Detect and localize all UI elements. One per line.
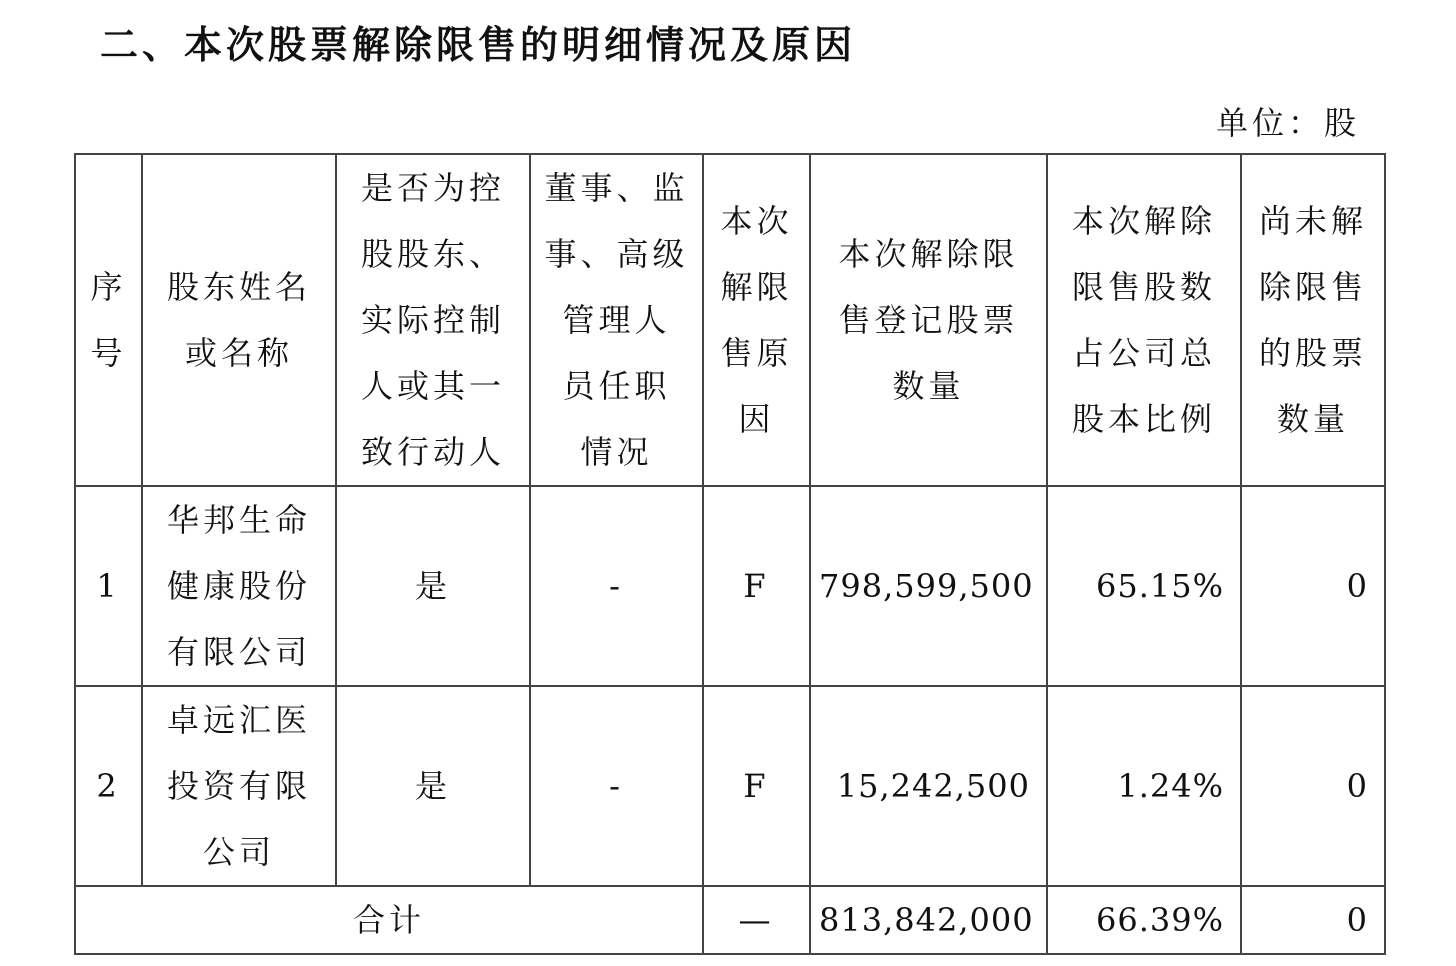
remaining-shares: 0 (1241, 486, 1385, 686)
shares-released: 798,599,500 (810, 486, 1047, 686)
total-ratio: 66.39% (1047, 886, 1241, 954)
header-index: 序 号 (75, 154, 142, 486)
header-director-status: 董事、监 事、高级 管理人 员任职 情况 (530, 154, 703, 486)
header-release-reason: 本次 解限 售原 因 (703, 154, 810, 486)
shareholder-name: 华邦生命 健康股份 有限公司 (142, 486, 336, 686)
row-index: 2 (75, 686, 142, 886)
total-label: 合计 (75, 886, 703, 954)
total-row (75, 886, 1385, 954)
is-controlling: 是 (336, 686, 530, 886)
total-shares-released: 813,842,000 (810, 886, 1047, 954)
ratio: 65.15% (1047, 486, 1241, 686)
remaining-shares: 0 (1241, 686, 1385, 886)
director-status: - (530, 686, 703, 886)
unit-label: 单位：股 (1215, 104, 1360, 142)
section-title: 二、本次股票解除限售的明细情况及原因 (100, 23, 857, 67)
release-reason: F (703, 686, 810, 886)
release-reason: F (703, 486, 810, 686)
header-shares-released: 本次解除限 售登记股票 数量 (810, 154, 1047, 486)
header-remaining: 尚未解 除限售 的股票 数量 (1241, 154, 1385, 486)
ratio: 1.24% (1047, 686, 1241, 886)
header-row (75, 154, 1385, 486)
header-shareholder-name: 股东姓名 或名称 (142, 154, 336, 486)
restricted-shares-table (74, 153, 1386, 955)
shares-released: 15,242,500 (810, 686, 1047, 886)
total-reason: — (703, 886, 810, 954)
header-ratio: 本次解除 限售股数 占公司总 股本比例 (1047, 154, 1241, 486)
total-remaining: 0 (1241, 886, 1385, 954)
header-is-controlling: 是否为控 股股东、 实际控制 人或其一 致行动人 (336, 154, 530, 486)
table-row (75, 486, 1385, 686)
table-row (75, 686, 1385, 886)
row-index: 1 (75, 486, 142, 686)
shareholder-name: 卓远汇医 投资有限 公司 (142, 686, 336, 886)
director-status: - (530, 486, 703, 686)
is-controlling: 是 (336, 486, 530, 686)
